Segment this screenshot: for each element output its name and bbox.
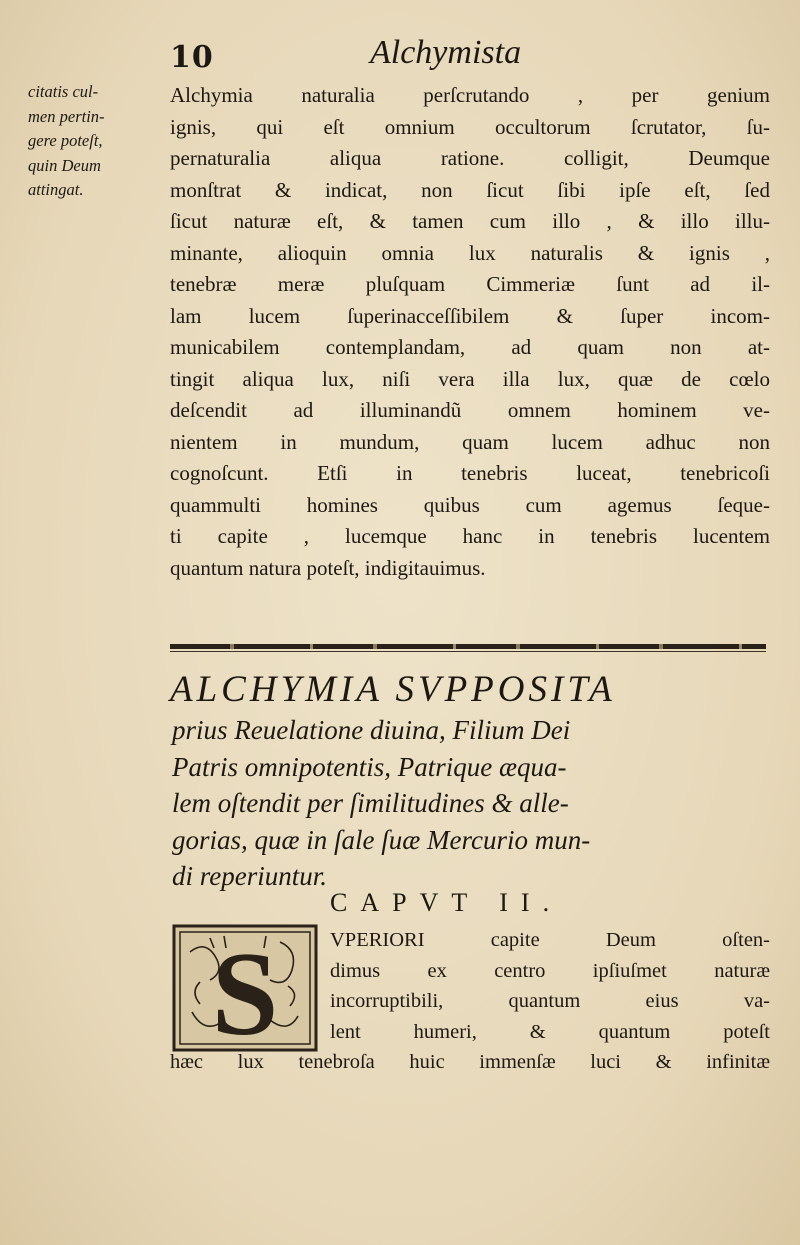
running-title: Alchymista bbox=[370, 34, 522, 71]
section-title-caps: ALCHYMIA SVPPOSITA bbox=[170, 669, 616, 710]
text-line: hæc lux tenebroſa huic immenſæ luci & infinitæ bbox=[170, 1051, 770, 1073]
text-line: VPERIORI capite Deum oſten- bbox=[330, 929, 770, 951]
margin-note-line: attingat. bbox=[28, 180, 84, 199]
text-line: lam lucem ſuperinacceſſibilem & ſuper incom- bbox=[170, 303, 770, 328]
text-line: tingit aliqua lux, niſi vera illa lux, quæ de cœlo bbox=[170, 366, 770, 391]
text-line: municabilem contemplandam, ad quam non at- bbox=[170, 335, 770, 359]
page-number: 10 bbox=[170, 40, 214, 75]
text-line: monſtrat & indicat, non ſicut ſibi ipſe eſt, ſed bbox=[170, 177, 770, 202]
margin-note-line: men pertin- bbox=[28, 106, 105, 126]
chapter-paragraph bbox=[330, 925, 770, 1047]
text-line: Alchymia naturalia perſcrutando , per genium bbox=[170, 83, 770, 107]
text-line: ti capite , lucemque hanc in tenebris lucentem bbox=[170, 524, 770, 548]
margin-note bbox=[28, 80, 158, 203]
section-title-line: Patris omnipotentis, Patrique æqua- bbox=[172, 751, 567, 782]
text-line: nientem in mundum, quam lucem adhuc non bbox=[170, 429, 770, 454]
text-line: pernaturalia aliqua ratione. colligit, Deumque bbox=[170, 146, 770, 170]
margin-note-line: gere poteſt, bbox=[28, 131, 103, 150]
text-line: dimus ex centro ipſiuſmet naturæ bbox=[330, 959, 770, 982]
text-line: cognoſcunt. Etſi in tenebris luceat, tenebricoſi bbox=[170, 461, 770, 485]
text-line: tenebræ meræ pluſquam Cimmeriæ ſunt ad il- bbox=[170, 272, 770, 296]
text-line: ignis, qui eſt omnium occultorum ſcrutator, ſu- bbox=[170, 114, 770, 139]
margin-note-line: quin Deum bbox=[28, 155, 101, 175]
ornamental-rule bbox=[170, 644, 766, 649]
ornamental-rule-thin bbox=[170, 651, 766, 652]
text-line: ſicut naturæ eſt, & tamen cum illo , & illo illu- bbox=[170, 209, 770, 233]
chapter-heading: CAPVT II. bbox=[330, 888, 563, 917]
page-header bbox=[0, 22, 800, 75]
body-paragraph bbox=[170, 80, 770, 584]
decorated-initial-icon bbox=[170, 922, 320, 1054]
text-line: minante, alioquin omnia lux naturalis & ignis , bbox=[170, 240, 770, 265]
text-line: incorruptibili, quantum eius va- bbox=[330, 990, 770, 1012]
margin-note-line: citatis cul- bbox=[28, 82, 99, 101]
section-title bbox=[170, 668, 770, 895]
section-title-line: prius Reuelatione diuina, Filium Dei bbox=[172, 715, 571, 745]
section-title-line: gorias, quæ in ſale ſuæ Mercurio mun- bbox=[172, 824, 591, 855]
initial-letter: S bbox=[211, 927, 279, 1054]
text-line: lent humeri, & quantum poteſt bbox=[330, 1020, 770, 1043]
text-line: quammulti homines quibus cum agemus ſeque- bbox=[170, 492, 770, 517]
text-line: quantum natura poteſt, indigitauimus. bbox=[170, 555, 486, 580]
text-line: deſcendit ad illuminandũ omnem hominem ve- bbox=[170, 398, 770, 422]
section-title-line: lem oſtendit per ſimilitudines & alle- bbox=[172, 788, 569, 818]
section-title-line: di reperiuntur. bbox=[172, 861, 327, 891]
text-line bbox=[330, 925, 770, 956]
